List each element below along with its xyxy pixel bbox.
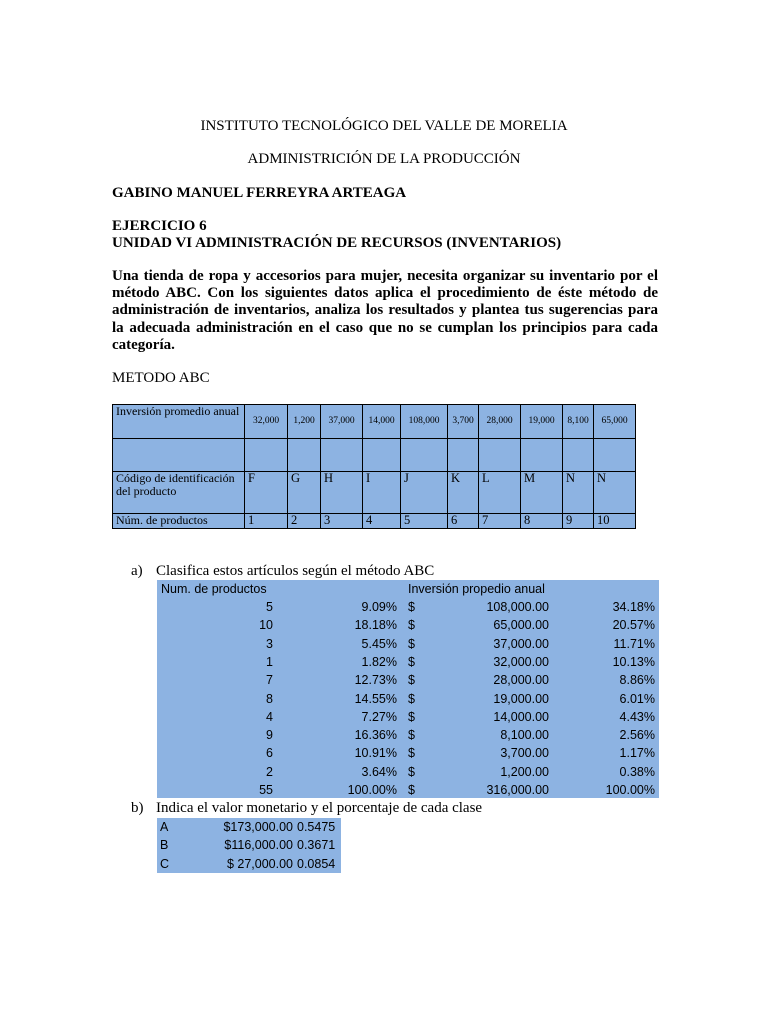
table-row [113, 472, 636, 514]
items-percent: 3.64% [361, 764, 397, 779]
investment-percent: 34.18% [612, 600, 655, 614]
items-percent: 7.27% [361, 709, 397, 724]
table-row [157, 836, 341, 854]
table-cell: 8 [521, 514, 563, 529]
product-number: 7 [266, 673, 273, 688]
table-cell: 19,000 [521, 405, 563, 439]
items-percent: 12.73% [354, 673, 397, 688]
currency-symbol: $ [408, 728, 415, 743]
investment-percent: 10.13% [612, 654, 655, 669]
table-row [113, 405, 636, 439]
question-b [131, 800, 482, 817]
table-cell [521, 439, 563, 472]
classification-table [157, 580, 659, 798]
investment-percent: 20.57% [612, 618, 655, 633]
items-percent: 100.00% [347, 783, 397, 797]
table-row [157, 726, 659, 744]
class-share: 0.3671 [297, 838, 336, 853]
table-cell [479, 439, 521, 472]
table-cell: 8,100 [563, 405, 594, 439]
table-row [157, 708, 659, 726]
investment-amount: 316,000.00 [486, 783, 549, 797]
table-cell: 5 [401, 514, 448, 529]
table-cell [245, 439, 288, 472]
table-cell: K [448, 472, 479, 514]
table-cell [448, 439, 479, 472]
table-cell: 3,700 [448, 405, 479, 439]
currency-symbol: $ [408, 600, 415, 614]
table-cell: 3 [321, 514, 363, 529]
product-number: 8 [266, 691, 273, 706]
question-text: Clasifica estos artículos según el método ABC [156, 563, 435, 579]
product-number: 4 [266, 709, 273, 724]
table-row [157, 690, 659, 708]
table-cell: N [563, 472, 594, 514]
problem-line: Una tienda de ropa y accesorios para mujer, necesita organizar su inventario por el [112, 268, 658, 284]
class-summary-table [157, 818, 341, 873]
table-cell: M [521, 472, 563, 514]
problem-line: la adecuada administración en el caso que no se cumplan los principios para cada [112, 319, 658, 336]
table-cell: H [321, 472, 363, 514]
table-row [157, 653, 659, 671]
items-percent: 1.82% [361, 654, 397, 669]
table-cell [563, 439, 594, 472]
items-percent: 9.09% [361, 600, 397, 614]
table-row [157, 671, 659, 689]
row-label: Código de identificación del producto [113, 472, 245, 514]
table-cell: 1,200 [288, 405, 321, 439]
class-letter: A [160, 820, 169, 834]
table-cell [113, 439, 245, 472]
currency-symbol: $ [408, 764, 415, 779]
table-row [157, 635, 659, 653]
table-row [157, 763, 659, 781]
table-cell: 1 [245, 514, 288, 529]
table-cell: G [288, 472, 321, 514]
product-number: 10 [259, 618, 273, 633]
table-row [113, 514, 636, 529]
class-amount: $116,000.00 [224, 838, 293, 853]
product-number: 9 [266, 728, 273, 743]
question-letter: a) [131, 563, 143, 579]
currency-symbol: $ [408, 654, 415, 669]
institute-title: INSTITUTO TECNOLÓGICO DEL VALLE DE MORELIA [200, 118, 568, 134]
currency-symbol: $ [408, 618, 415, 633]
items-percent: 14.55% [354, 691, 397, 706]
problem-line: categoría. [112, 336, 175, 353]
class-letter: C [160, 856, 170, 871]
class-amount: $ 27,000.00 [226, 856, 293, 871]
row-label: Núm. de productos [113, 514, 245, 529]
table-cell: L [479, 472, 521, 514]
product-number: 1 [266, 654, 273, 669]
class-share: 0.0854 [297, 856, 336, 871]
investment-amount: 14,000.00 [493, 709, 549, 724]
inventory-data-table [112, 404, 636, 529]
table-row [157, 616, 659, 634]
product-number: 55 [259, 783, 273, 797]
investment-amount: 8,100.00 [500, 728, 549, 743]
table-cell: 6 [448, 514, 479, 529]
table-cell: I [363, 472, 401, 514]
investment-percent: 8.86% [619, 673, 655, 688]
table-row [157, 598, 659, 616]
table-cell [594, 439, 636, 472]
question-a [131, 563, 434, 580]
table-cell: 10 [594, 514, 636, 529]
problem-line: método ABC. Con los siguientes datos aplica el procedimiento de éste método de [112, 285, 658, 302]
table-cell: 4 [363, 514, 401, 529]
investment-percent: 2.56% [619, 728, 655, 743]
table-cell [288, 439, 321, 472]
row-label: Inversión promedio anual [113, 405, 245, 439]
product-number: 5 [266, 600, 273, 614]
problem-line: administración de inventarios, analiza los resultados y plantea tus sugerencias para [112, 302, 658, 319]
class-letter: B [160, 838, 169, 853]
subject-title: ADMINISTRICIÓN DE LA PRODUCCIÓN [247, 151, 521, 167]
currency-symbol: $ [408, 783, 415, 797]
investment-percent: 0.38% [619, 764, 655, 779]
problem-statement [112, 268, 658, 354]
table-cell: 37,000 [321, 405, 363, 439]
table-cell [363, 439, 401, 472]
exercise-title: EJERCICIO 6 [112, 218, 207, 234]
investment-percent: 6.01% [619, 691, 655, 706]
method-title: METODO ABC [112, 370, 210, 386]
table-cell: 7 [479, 514, 521, 529]
table-cell [321, 439, 363, 472]
classification-header [157, 580, 659, 598]
items-percent: 10.91% [354, 746, 397, 761]
investment-amount: 19,000.00 [493, 691, 549, 706]
currency-symbol: $ [408, 636, 415, 651]
product-number: 2 [266, 764, 273, 779]
question-letter: b) [131, 800, 144, 816]
currency-symbol: $ [408, 691, 415, 706]
table-cell: 28,000 [479, 405, 521, 439]
table-cell: N [594, 472, 636, 514]
investment-amount: 3,700.00 [500, 746, 549, 761]
product-number: 3 [266, 636, 273, 651]
items-percent: 5.45% [361, 636, 397, 651]
table-row [113, 439, 636, 472]
items-percent: 18.18% [354, 618, 397, 633]
investment-amount: 28,000.00 [493, 673, 549, 688]
investment-amount: 32,000.00 [493, 654, 549, 669]
table-cell: J [401, 472, 448, 514]
table-cell: F [245, 472, 288, 514]
table-row [157, 781, 659, 799]
table-cell: 14,000 [363, 405, 401, 439]
table-cell [401, 439, 448, 472]
table-cell: 32,000 [245, 405, 288, 439]
investment-amount: 1,200.00 [500, 764, 549, 779]
investment-percent: 1.17% [619, 746, 655, 761]
table-row [157, 818, 341, 836]
currency-symbol: $ [408, 746, 415, 761]
class-amount: $173,000.00 [223, 820, 293, 834]
investment-amount: 37,000.00 [493, 636, 549, 651]
items-percent: 16.36% [354, 728, 397, 743]
table-cell: 2 [288, 514, 321, 529]
currency-symbol: $ [408, 673, 415, 688]
investment-percent: 11.71% [613, 636, 655, 651]
table-cell: 108,000 [401, 405, 448, 439]
header-num: Num. de productos [161, 582, 267, 596]
investment-amount: 108,000.00 [486, 600, 549, 614]
investment-percent: 4.43% [619, 709, 655, 724]
author-name: GABINO MANUEL FERREYRA ARTEAGA [112, 185, 407, 201]
table-cell: 65,000 [594, 405, 636, 439]
investment-amount: 65,000.00 [493, 618, 549, 633]
table-row [157, 855, 341, 873]
question-text: Indica el valor monetario y el porcentaje de cada clase [156, 800, 483, 816]
product-number: 6 [266, 746, 273, 761]
class-share: 0.5475 [297, 820, 336, 834]
currency-symbol: $ [408, 709, 415, 724]
unit-title: UNIDAD VI ADMINISTRACIÓN DE RECURSOS (INVENTARIOS) [112, 235, 562, 251]
investment-percent: 100.00% [605, 783, 655, 797]
table-cell: 9 [563, 514, 594, 529]
header-investment: Inversión propedio anual [408, 582, 545, 596]
table-row [157, 744, 659, 762]
